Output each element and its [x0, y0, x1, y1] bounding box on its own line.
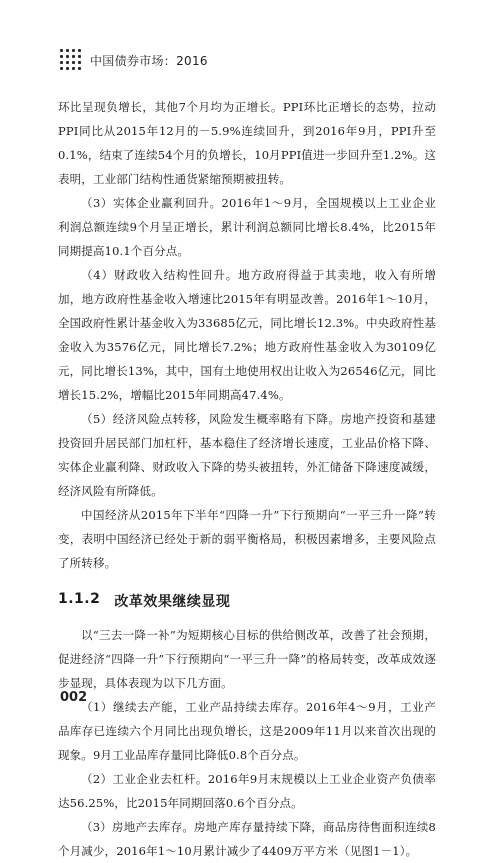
body-paragraph: （5）经济风险点转移，风险发生概率略有下降。房地产投资和基建投资回升居民部门加杠杆，基本稳住了经济增长速度，工业品价格下降、实体企业赢利降、财政收入下降的势头被扭转，外汇储备下降速度减缓，经济风险有所降低。: [58, 412, 436, 498]
page-body: [58, 95, 436, 863]
body-paragraph: 环比呈现负增长，其他7个月均为正增长。PPI环比正增长的态势，拉动PPI同比从2015年12月的－5.9%连续回升，到2016年9月，PPI升至0.1%，结束了连续54个月的负增长，10月PPI值进一步回升至1.2%。这表明，工业部门结构性通货紧缩预期被扭转。: [58, 100, 436, 186]
body-paragraph: 以“三去一降一补”为短期核心目标的供给侧改革，改善了社会预期，促进经济“四降一升”下行预期向“一平三升一降”的格局转变，改革成效逐步显现，具体表现为以下几方面。: [58, 628, 436, 690]
running-header: [60, 52, 208, 68]
section-number: 1.1.2: [58, 591, 101, 607]
body-paragraph: （3）房地产去库存。房地产库存量持续下降，商品房待售面积连续8个月减少，2016年1～10月累计减少了4409万平方米（见图1－1）。: [58, 820, 436, 858]
body-paragraph: （4）财政收入结构性回升。地方政府得益于其卖地，收入有所增加，地方政府性基金收入增速比2015年有明显改善。2016年1～10月，全国政府性累计基金收入为33685亿元，同比增长12.3%。中央政府性基金收入为3576亿元，同比增长7.2%；地方政府性基金收入为30109亿元，同比增长13%，其中，国有土地使用权出让收入为26546亿元，同比增长15.2%，增幅比2015年同期高47.4%。: [58, 268, 436, 402]
section-heading: [58, 591, 436, 611]
body-paragraph: （3）实体企业赢利回升。2016年1～9月，全国规模以上工业企业利润总额连续9个月呈正增长，累计利润总额同比增长8.4%，比2015年同期提高10.1个百分点。: [58, 196, 436, 258]
running-header-title: 中国债券市场：2016: [90, 53, 208, 68]
header-dots-ornament: [60, 49, 84, 71]
body-paragraph: （1）继续去产能，工业产品持续去库存。2016年4～9月，工业产品库存已连续六个月同比出现负增长，这是2009年11月以来首次出现的现象。9月工业品库存量同比降低0.8个百分点。: [58, 700, 436, 762]
body-paragraph: 中国经济从2015年下半年“四降一升”下行预期向“一平三升一降”转变，表明中国经济已经处于新的弱平衡格局，积极因素增多，主要风险点了所转移。: [58, 508, 436, 570]
page-number: 002: [60, 690, 88, 705]
body-paragraph: （2）工业企业去杠杆。2016年9月末规模以上工业企业资产负债率达56.25%，比2015年同期回落0.6个百分点。: [58, 772, 436, 810]
section-title: 改革效果继续显现: [114, 594, 231, 610]
